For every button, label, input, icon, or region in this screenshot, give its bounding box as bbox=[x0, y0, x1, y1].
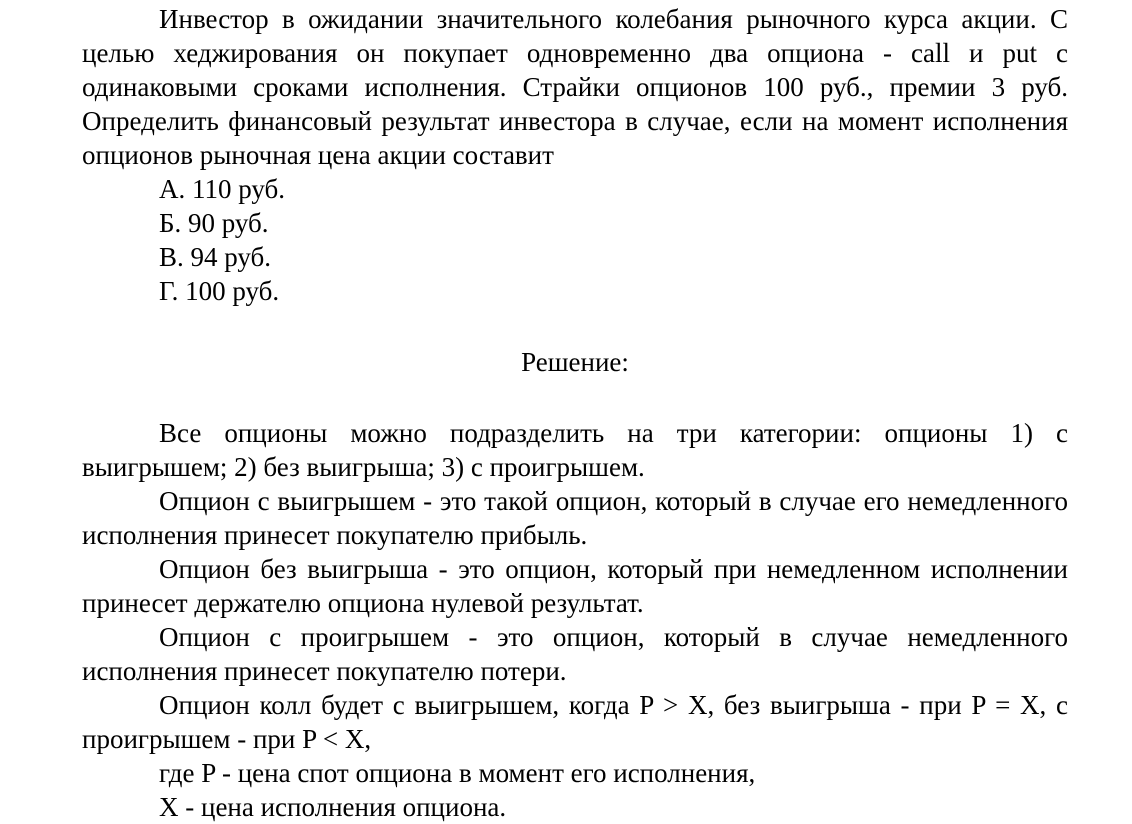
answer-option-a: А. 110 руб. bbox=[159, 174, 286, 204]
definition-x: X - цена исполнения опциона. bbox=[159, 792, 507, 822]
solution-paragraph-out-of-the-money: Опцион с проигрышем - это опцион, который в случае немедленного исполнения принесет покупателю потери. bbox=[82, 622, 1068, 686]
solution-paragraph-at-the-money: Опцион без выигрыша - это опцион, который при немедленном исполнении принесет держателю опциона нулевой результат. bbox=[82, 554, 1068, 618]
answer-option-b: Б. 90 руб. bbox=[159, 208, 269, 238]
solution-heading: Решение: bbox=[521, 347, 629, 377]
answer-options bbox=[82, 172, 1068, 308]
solution-paragraph-call-condition: Опцион колл будет с выигрышем, когда P > X, без выигрыша - при P = X, с проигрышем - при P < X, bbox=[82, 690, 1068, 754]
solution-paragraph-in-the-money: Опцион с выигрышем - это такой опцион, который в случае его немедленного исполнения принесет покупателю прибыль. bbox=[82, 486, 1068, 550]
solution-paragraph-categories: Все опционы можно подразделить на три категории: опционы 1) с выигрышем; 2) без выигрыша; 3) с проигрышем. bbox=[82, 418, 1068, 482]
answer-option-v: В. 94 руб. bbox=[159, 242, 272, 272]
answer-option-g: Г. 100 руб. bbox=[159, 276, 280, 306]
document-page bbox=[82, 0, 1068, 824]
problem-text: Инвестор в ожидании значительного колебания рыночного курса акции. С целью хеджирования он покупает одновременно два опциона - call и put с одинаковыми сроками исполнения. Страйки опционов 100 руб., премии 3 руб. Определить финансовый результат инвестора в случае, если на момент исполнения опционов рыночная цена акции составит bbox=[82, 4, 1068, 170]
definition-p: где P - цена спот опциона в момент его исполнения, bbox=[159, 758, 756, 788]
